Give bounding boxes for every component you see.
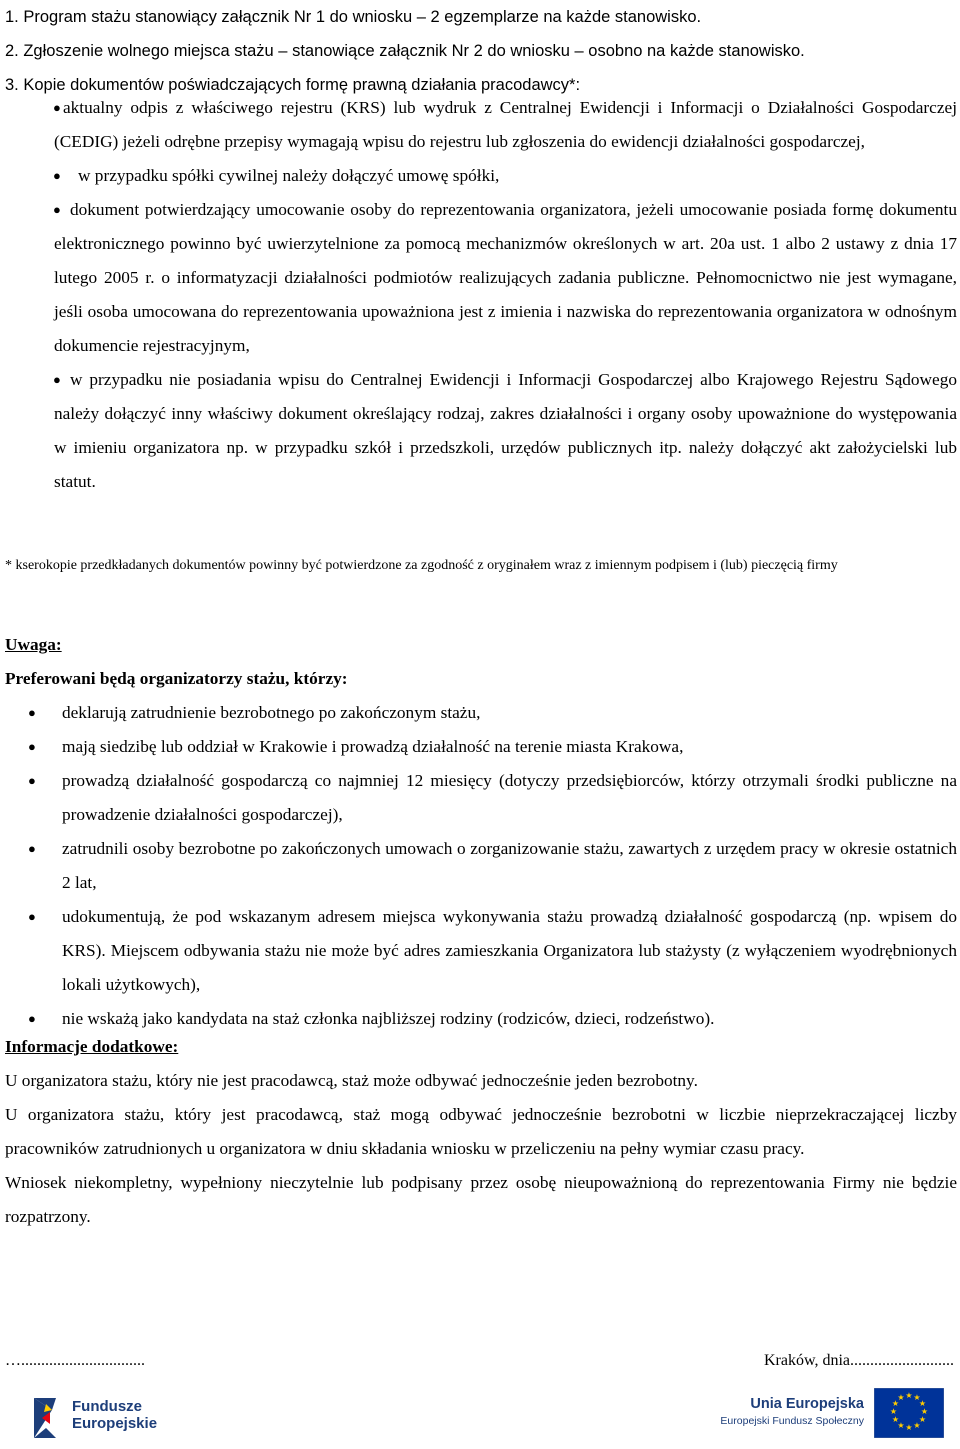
bullet-icon: ●: [53, 168, 61, 183]
preferences-section: [5, 628, 957, 1036]
svg-text:★: ★: [913, 1393, 921, 1402]
signature-line: …...............................: [5, 1352, 145, 1369]
ue-logo-line1: Unia Europejska: [750, 1396, 864, 1412]
bullet-icon: ●: [28, 773, 36, 788]
preferences-subheading: Preferowani będą organizatorzy stażu, którzy:: [5, 669, 348, 688]
uwaga-heading: Uwaga:: [5, 635, 62, 654]
footnote: * kserokopie przedkładanych dokumentów powinny być potwierdzone za zgodność z oryginałem wraz z imiennym podpisem i (lub) pieczęcią firmy: [5, 558, 838, 573]
attachment-item-2: 2. Zgłoszenie wolnego miejsca stażu – stanowiące załącznik Nr 2 do wniosku – osobno na każde stanowisko.: [5, 42, 805, 60]
fundusze-europejskie-logo: [32, 1388, 172, 1440]
fe-logo-line2: Europejskie: [72, 1415, 158, 1432]
fe-logo-line1: Fundusze: [72, 1398, 142, 1415]
preference-item: ● mają siedzibę lub oddział w Krakowie i prowadzą działalność na terenie miasta Krakowa,: [5, 730, 957, 764]
preference-item: ● nie wskażą jako kandydata na staż członka najbliższej rodziny (rodziców, dzieci, rodzeństwo).: [5, 1002, 957, 1036]
svg-text:★: ★: [913, 1421, 921, 1430]
bullet-icon: ●: [28, 739, 36, 754]
svg-text:★: ★: [905, 1391, 913, 1400]
eu-flag-icon: [874, 1388, 944, 1438]
svg-text:★: ★: [889, 1407, 898, 1416]
svg-text:★: ★: [920, 1407, 929, 1416]
bullet-icon: ●: [28, 841, 36, 856]
bullet-icon: ●: [28, 909, 36, 924]
svg-text:★: ★: [905, 1423, 913, 1432]
bullet-icon: ●: [53, 202, 61, 217]
bullet-icon: ●: [53, 372, 61, 387]
place-date-line: Kraków, dnia..........................: [763, 1352, 954, 1369]
attachment-item-3: 3. Kopie dokumentów poświadczających formę prawną działania pracodawcy*:: [5, 76, 581, 94]
ue-logo-line2: Europejski Fundusz Społeczny: [720, 1415, 864, 1427]
documents-list: [5, 91, 957, 499]
attachment-item-1: 1. Program stażu stanowiący załącznik Nr 1 do wniosku – 2 egzemplarze na każde stanowisko.: [5, 8, 702, 26]
document-item: ● w przypadku nie posiadania wpisu do Centralnej Ewidencji i Informacji Gospodarczej albo Krajowego Rejestru Sądowego należy dołączyć inny właściwy dokument określający rodzaj, zakres działalności i organy osoby upoważnione do występowania w imieniu organizatora np. w przypadku szkół i przedszkoli, urzędów publicznych itp. należy dołączyć akt założycielski lub statut.: [5, 363, 957, 499]
additional-info-section: [5, 1030, 957, 1234]
preference-item: ● zatrudnili osoby bezrobotne po zakończonych umowach o zorganizowanie stażu, zawartych z urzędem pracy w okresie ostatnich 2 lat,: [5, 832, 957, 900]
svg-text:★: ★: [918, 1415, 927, 1424]
bullet-icon: ●: [28, 1011, 36, 1026]
info-paragraph: Wniosek niekompletny, wypełniony nieczytelnie lub podpisany przez osobę nieupoważnioną do reprezentowania Firmy nie będzie rozpatrzony.: [5, 1173, 957, 1226]
svg-text:★: ★: [891, 1415, 900, 1424]
document-item: ● w przypadku spółki cywilnej należy dołączyć umowę spółki,: [5, 159, 957, 193]
svg-text:★: ★: [897, 1421, 905, 1430]
bullet-icon: ●: [28, 705, 36, 720]
svg-text:★: ★: [891, 1399, 900, 1408]
bullet-icon: ●: [53, 100, 61, 115]
unia-europejska-logo: [714, 1388, 944, 1440]
attachments-list: [5, 0, 957, 102]
preference-item: ● udokumentują, że pod wskazanym adresem miejsca wykonywania stażu prowadzą działalność gospodarczą (np. wpisem do KRS). Miejscem odbywania stażu nie może być adres zamieszkania Organizatora lub stażysty (z wyłączeniem wyodrębnionych lokali użytkowych),: [5, 900, 957, 1002]
additional-info-heading: Informacje dodatkowe:: [5, 1037, 179, 1056]
document-item: ● aktualny odpis z właściwego rejestru (KRS) lub wydruk z Centralnej Ewidencji i Informacji o Działalności Gospodarczej (CEDIG) jeżeli odrębne przepisy wymagają wpisu do rejestru lub zgłoszenia do ewidencji działalności gospodarczej,: [5, 91, 957, 159]
svg-text:★: ★: [918, 1399, 927, 1408]
document-item: ● dokument potwierdzający umocowanie osoby do reprezentowania organizatora, jeżeli umocowanie posiada formę dokumentu elektronicznego powinno być uwierzytelnione za pomocą mechanizmów określonych w art. 20a ust. 1 albo 2 ustawy z dnia 17 lutego 2005 r. o informatyzacji działalności podmiotów realizujących zadania publiczne. Pełnomocnictwo nie jest wymagane, jeśli osoba umocowana do reprezentowania upoważniona jest z imienia i nazwiska do reprezentowania organizatora w odnośnym dokumencie rejestracyjnym,: [5, 193, 957, 363]
info-paragraph: U organizatora stażu, który jest pracodawcą, staż mogą odbywać jednocześnie bezrobotni w liczbie nieprzekraczającej liczby pracowników zatrudnionych u organizatora w dniu składania wniosku w przeliczeniu na pełny wymiar czasu pracy.: [5, 1105, 957, 1158]
preference-item: ● deklarują zatrudnienie bezrobotnego po zakończonym stażu,: [5, 696, 957, 730]
preference-item: ● prowadzą działalność gospodarczą co najmniej 12 miesięcy (dotyczy przedsiębiorców, którzy otrzymali środki publiczne na prowadzenie działalności gospodarczej),: [5, 764, 957, 832]
svg-text:★: ★: [897, 1393, 905, 1402]
info-paragraph: U organizatora stażu, który nie jest pracodawcą, staż może odbywać jednocześnie jeden bezrobotny.: [5, 1071, 698, 1090]
